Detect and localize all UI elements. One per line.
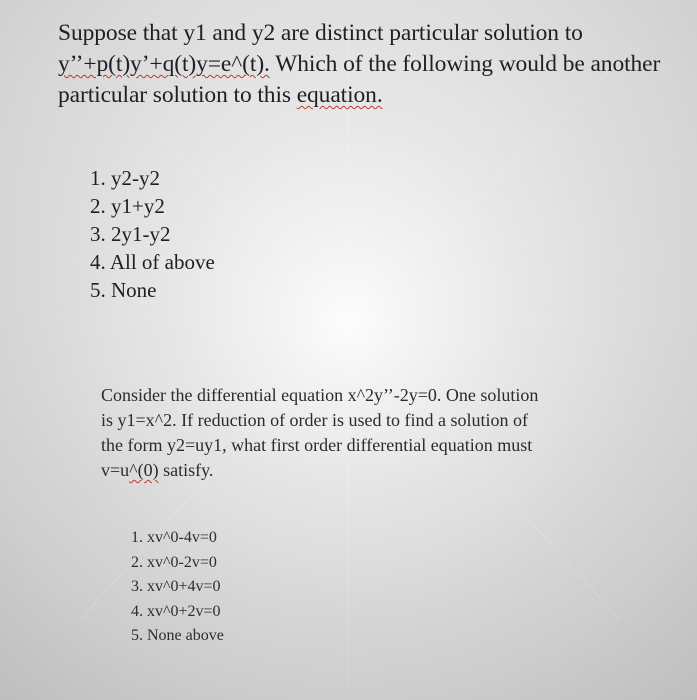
question-1-line-3-lead: particular solution to this — [58, 82, 297, 108]
question-2-line-1: Consider the differential equation x^2y’’-2y=0. One solution — [101, 385, 539, 405]
question-1-line-2-rest: Which of the following would be another — [269, 51, 661, 77]
question-1-options — [90, 164, 215, 304]
option-2-4: 4. xv^0+2v=0 — [131, 602, 221, 620]
option-1-3: 3. 2y1-y2 — [90, 222, 171, 246]
option-2-3: 3. xv^0+4v=0 — [131, 578, 221, 595]
option-1-1: 1. y2-y2 — [90, 166, 160, 190]
equation-word: equation. — [296, 82, 383, 108]
question-2-line-4 — [101, 458, 661, 483]
question-1-line-2 — [58, 49, 697, 80]
question-1-line-3 — [58, 80, 697, 111]
question-2-line-2: is y1=x^2. If reduction of order is used to find a solution of — [101, 410, 529, 430]
option-1-4: 4. All of above — [90, 250, 215, 274]
option-2-1: 1. xv^0-4v=0 — [131, 529, 217, 546]
question-2-line-4-rest: satisfy. — [158, 460, 214, 480]
option-2-5: 5. None above — [131, 627, 224, 644]
option-2-2: 2. xv^0-2v=0 — [131, 553, 217, 571]
derivative-mark: ^(0) — [129, 460, 159, 480]
question-2-line-4-lead: v=u — [101, 460, 130, 480]
question-2-text — [101, 383, 661, 483]
question-2-line-3: the form y2=uy1, what first order differential equation must — [101, 435, 533, 455]
question-1-text — [58, 18, 697, 111]
question-2-options — [131, 526, 224, 649]
option-1-5: 5. None — [90, 278, 157, 302]
option-1-2: 2. y1+y2 — [90, 194, 165, 218]
equation-fragment: y’’+p(t)y’+q(t)y=e^(t). — [58, 51, 270, 77]
question-1-line-1: Suppose that y1 and y2 are distinct particular solution to — [58, 20, 583, 46]
